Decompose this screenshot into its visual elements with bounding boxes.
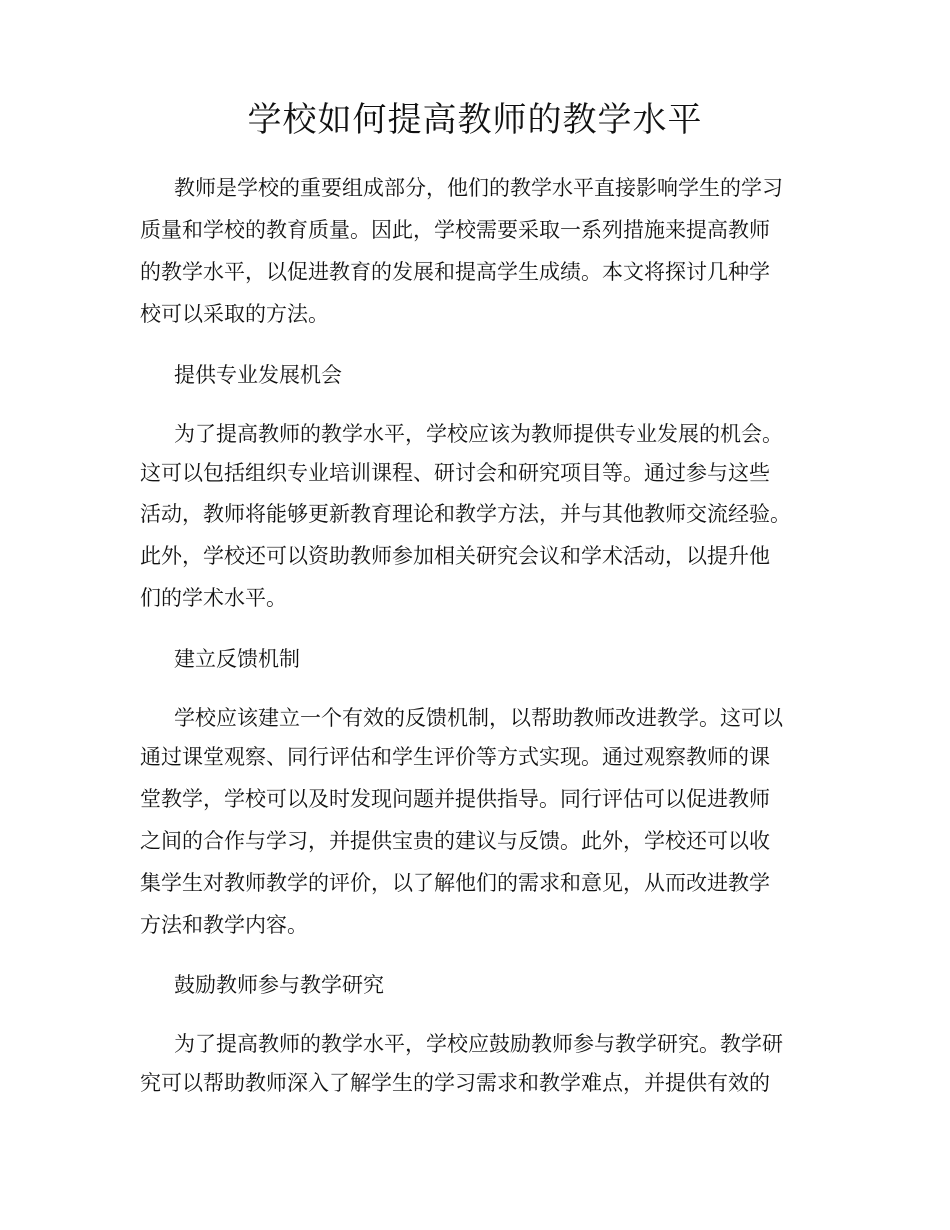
paragraph-line: 通过课堂观察、同行评估和学生评价等方式实现。通过观察教师的课 bbox=[140, 745, 770, 769]
paragraph-line: 校可以采取的方法。 bbox=[140, 302, 329, 326]
paragraph-line: 这可以包括组织专业培训课程、研讨会和研究项目等。通过参与这些 bbox=[140, 461, 770, 485]
paragraph-line: 们的学术水平。 bbox=[140, 586, 287, 610]
section-heading: 提供专业发展机会 bbox=[174, 363, 342, 387]
paragraph-line: 为了提高教师的教学水平，学校应该为教师提供专业发展的机会。 bbox=[174, 422, 783, 446]
paragraph-line: 此外，学校还可以资助教师参加相关研究会议和学术活动，以提升他 bbox=[140, 544, 770, 568]
paragraph-line: 之间的合作与学习，并提供宝贵的建议与反馈。此外，学校还可以收 bbox=[140, 829, 770, 853]
paragraph-line: 究可以帮助教师深入了解学生的学习需求和教学难点，并提供有效的 bbox=[140, 1071, 770, 1095]
section-heading: 建立反馈机制 bbox=[174, 647, 300, 671]
paragraph-line: 集学生对教师教学的评价，以了解他们的需求和意见，从而改进教学 bbox=[140, 871, 770, 895]
paragraph-line: 教师是学校的重要组成部分，他们的教学水平直接影响学生的学习 bbox=[174, 176, 783, 200]
section-heading: 鼓励教师参与教学研究 bbox=[174, 973, 384, 997]
paragraph-line: 堂教学，学校可以及时发现问题并提供指导。同行评估可以促进教师 bbox=[140, 787, 770, 811]
paragraph-line: 方法和教学内容。 bbox=[140, 913, 308, 937]
paragraph-line: 的教学水平，以促进教育的发展和提高学生成绩。本文将探讨几种学 bbox=[140, 260, 770, 284]
document-title: 学校如何提高教师的教学水平 bbox=[247, 100, 703, 140]
paragraph-line: 活动，教师将能够更新教育理论和教学方法，并与其他教师交流经验。 bbox=[140, 502, 791, 526]
paragraph-line: 学校应该建立一个有效的反馈机制，以帮助教师改进教学。这可以 bbox=[174, 706, 783, 730]
paragraph-line: 质量和学校的教育质量。因此，学校需要采取一系列措施来提高教师 bbox=[140, 218, 770, 242]
paragraph-line: 为了提高教师的教学水平，学校应鼓励教师参与教学研究。教学研 bbox=[174, 1032, 783, 1056]
